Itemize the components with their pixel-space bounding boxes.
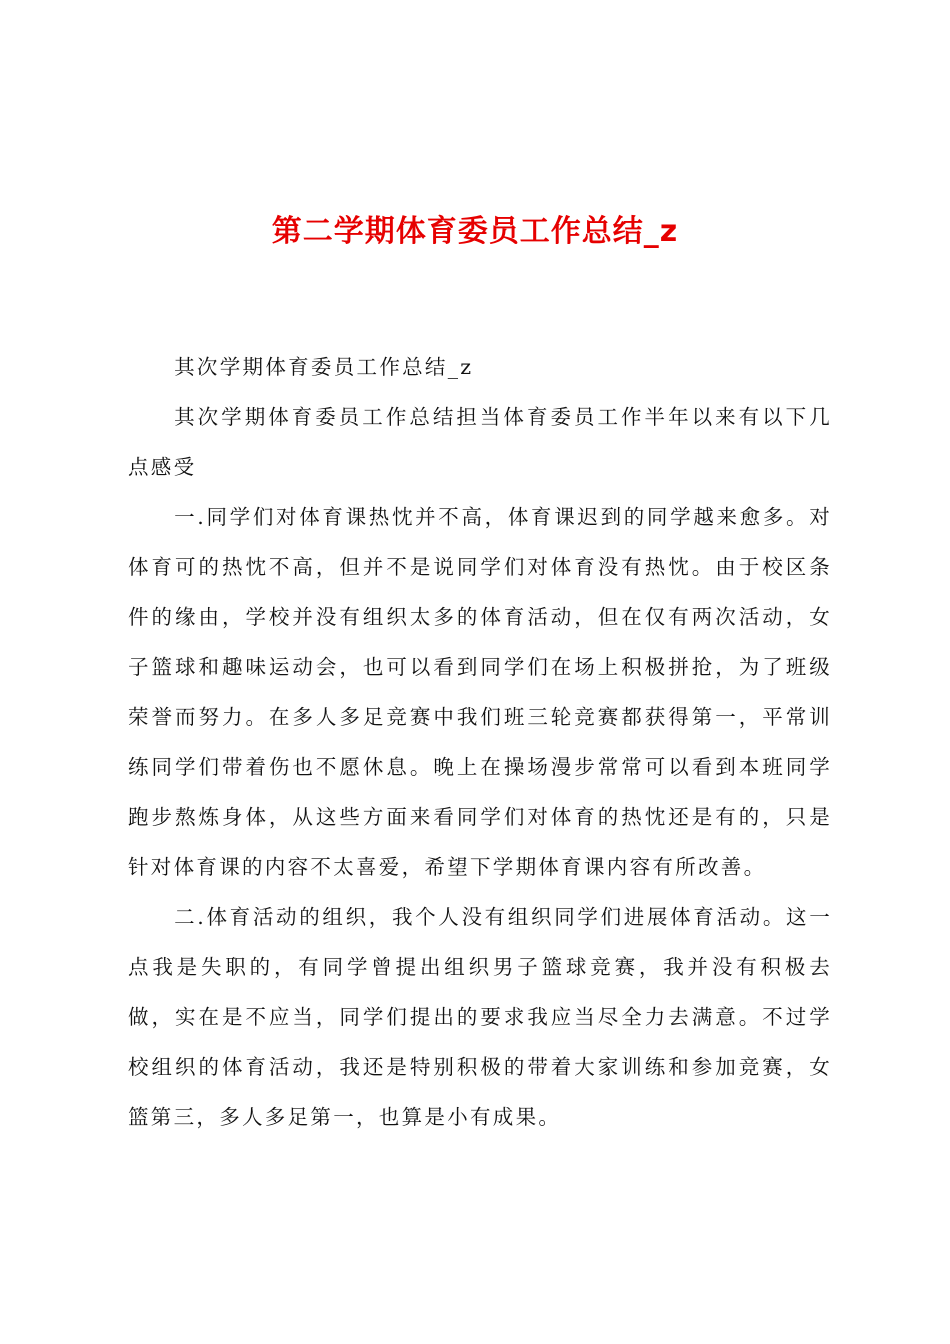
paragraph-intro: 其次学期体育委员工作总结担当体育委员工作半年以来有以下几点感受	[128, 405, 832, 479]
paragraph-section-one: 一.同学们对体育课热忱并不高，体育课迟到的同学越来愈多。对体育可的热忱不高，但并不是说同学们对体育没有热忱。由于校区条件的缘由，学校并没有组织太多的体育活动，但在仅有两次活动，女子篮球和趣味运动会，也可以看到同学们在场上积极拼抢，为了班级荣誉而努力。在多人多足竞赛中我们班三轮竞赛都获得第一，平常训练同学们带着伤也不愿休息。晚上在操场漫步常常可以看到本班同学跑步熬炼身体，从这些方面来看同学们对体育的热忱还是有的，只是针对体育课的内容不太喜爱，希望下学期体育课内容有所改善。	[128, 505, 832, 879]
document-body	[128, 342, 832, 1142]
paragraph-heading: 其次学期体育委员工作总结_z	[174, 355, 474, 379]
document-title: 第二学期体育委员工作总结_z	[271, 214, 679, 249]
paragraph-section-two: 二.体育活动的组织，我个人没有组织同学们进展体育活动。这一点我是失职的，有同学曾提出组织男子篮球竞赛，我并没有积极去做，实在是不应当，同学们提出的要求我应当尽全力去满意。不过学校组织的体育活动，我还是特别积极的带着大家训练和参加竞赛，女篮第三，多人多足第一，也算是小有成果。	[128, 905, 832, 1129]
